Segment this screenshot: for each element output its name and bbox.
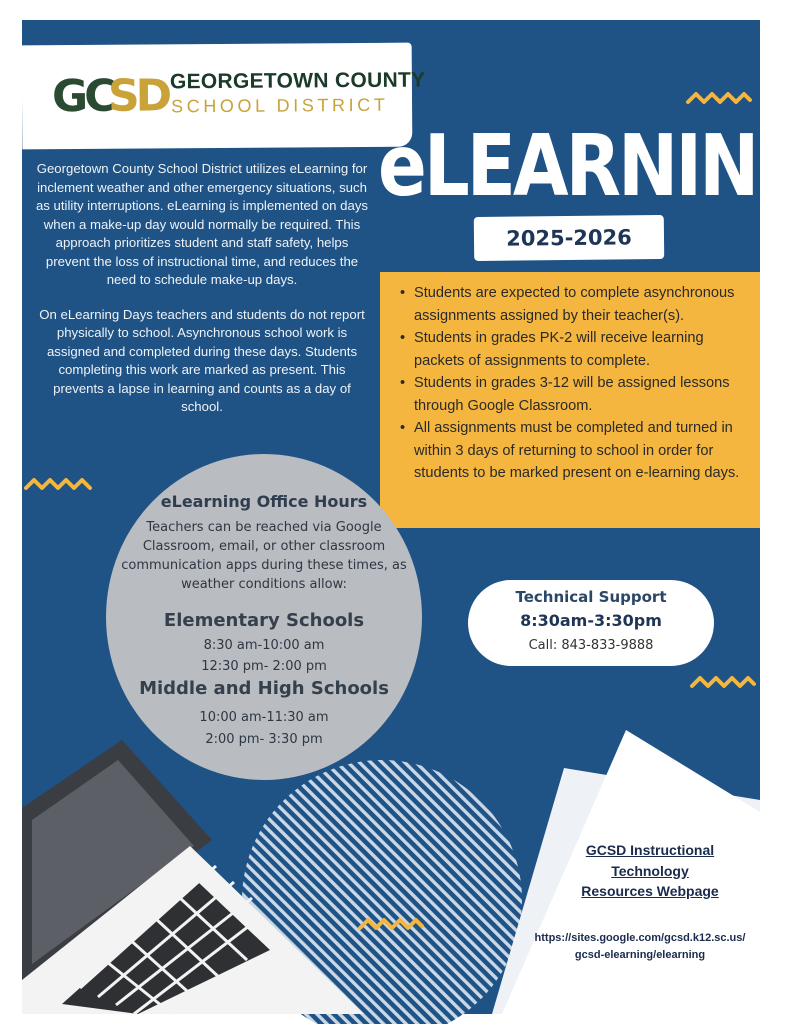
elementary-time: 12:30 pm- 2:00 pm bbox=[201, 659, 327, 674]
support-hours: 8:30am-3:30pm bbox=[520, 611, 662, 630]
resources-line: GCSD Instructional bbox=[585, 842, 715, 858]
support-phone: Call: 843-833-9888 bbox=[528, 638, 654, 653]
intro-text bbox=[34, 160, 370, 417]
zigzag-decoration bbox=[690, 674, 756, 690]
expectation-item: • Students in grades 3-12 will be assigned lessons through Google Classroom. bbox=[400, 372, 746, 417]
technical-support-box bbox=[468, 580, 714, 666]
office-hours-description: Teachers can be reached via Google Classroom, email, or other classroom communication apps during these times, as weather conditions allow: bbox=[121, 520, 407, 592]
elementary-time: 8:30 am-10:00 am bbox=[203, 638, 325, 653]
expectation-item: • All assignments must be completed and turned in within 3 days of returning to school in order for students to be marked present on e-learning days. bbox=[400, 417, 746, 485]
resources-line: Technology bbox=[611, 862, 689, 879]
office-hours-circle bbox=[106, 454, 422, 780]
logo-banner bbox=[22, 43, 426, 150]
office-hours-title: eLearning Office Hours bbox=[160, 492, 368, 511]
elementary-heading: Elementary Schools bbox=[163, 610, 365, 631]
zigzag-decoration bbox=[24, 476, 94, 492]
intro-paragraph: Georgetown County School District utilizes eLearning for inclement weather and other emergency situations, such as utility interruptions. eLearning is implemented on days when a make-up day would normally be required. This approach prioritizes student and staff safety, helps prevent the loss of instructional time, and reduces the need to schedule make-up days. bbox=[35, 161, 369, 287]
resources-url-line: https://sites.google.com/gcsd.k12.sc.us/ bbox=[534, 932, 746, 944]
middle-high-heading: Middle and High Schools bbox=[139, 678, 389, 699]
gcsd-logo-icon bbox=[51, 70, 169, 123]
resources-url[interactable] bbox=[522, 930, 758, 964]
expectation-item: • Students in grades PK-2 will receive learning packets of assignments to complete. bbox=[400, 327, 746, 372]
zigzag-decoration bbox=[358, 916, 424, 932]
district-name: SCHOOL DISTRICT bbox=[171, 94, 389, 117]
expectations-box bbox=[380, 272, 760, 528]
svg-text:SD: SD bbox=[107, 70, 169, 122]
resources-line: Resources Webpage bbox=[581, 883, 719, 899]
flyer bbox=[22, 20, 812, 1014]
page-title: eLEARNING bbox=[378, 116, 812, 216]
middle-high-time: 10:00 am-11:30 am bbox=[199, 710, 329, 725]
middle-high-time: 2:00 pm- 3:30 pm bbox=[205, 732, 323, 747]
expectation-item: • Students are expected to complete asynchronous assignments assigned by their teacher(s). bbox=[400, 282, 746, 327]
resources-url-line: gcsd-elearning/elearning bbox=[574, 949, 706, 961]
county-name: GEORGETOWN COUNTY bbox=[169, 68, 426, 94]
intro-paragraph: On eLearning Days teachers and students do not report physically to school. Asynchronous school work is assigned and completed during these days. Students completing this work are marked as present. This prevents a lapse in learning and counts as a day of school. bbox=[39, 306, 365, 414]
zigzag-decoration bbox=[686, 90, 752, 106]
resources-link[interactable] bbox=[560, 840, 740, 902]
year-badge: 2025-2026 bbox=[474, 215, 664, 261]
svg-text:GC: GC bbox=[51, 70, 113, 123]
support-title: Technical Support bbox=[515, 588, 667, 606]
